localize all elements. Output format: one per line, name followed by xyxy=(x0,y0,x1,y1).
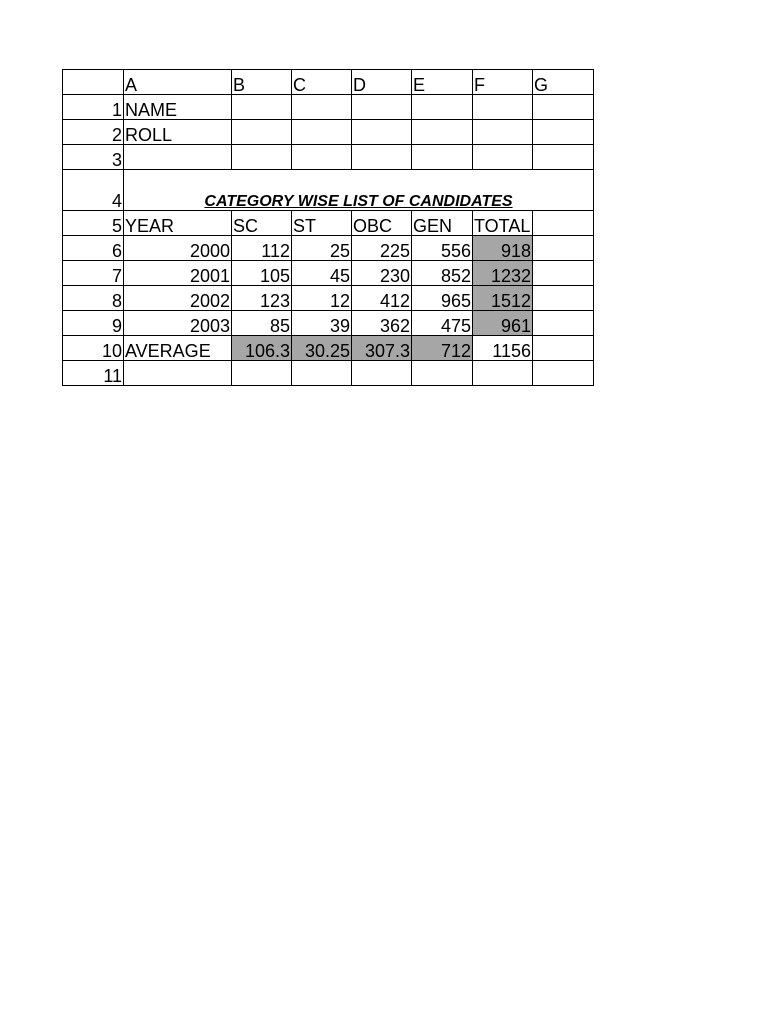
table-row xyxy=(63,361,594,386)
cell[interactable] xyxy=(533,361,594,386)
row-number[interactable]: 11 xyxy=(63,361,124,386)
row-number[interactable]: 2 xyxy=(63,120,124,145)
obc-cell[interactable]: 230 xyxy=(352,261,412,286)
header-sc[interactable]: SC xyxy=(232,211,292,236)
cell[interactable] xyxy=(232,95,292,120)
cell[interactable] xyxy=(533,261,594,286)
cell[interactable] xyxy=(533,286,594,311)
sheet-title[interactable]: CATEGORY WISE LIST OF CANDIDATES xyxy=(124,170,594,211)
corner-cell[interactable] xyxy=(63,70,124,95)
column-header-d[interactable]: D xyxy=(352,70,412,95)
cell[interactable] xyxy=(352,120,412,145)
obc-cell[interactable]: 362 xyxy=(352,311,412,336)
table-row xyxy=(63,95,594,120)
row-number[interactable]: 7 xyxy=(63,261,124,286)
cell[interactable] xyxy=(412,95,473,120)
cell[interactable] xyxy=(533,311,594,336)
column-header-a[interactable]: A xyxy=(124,70,232,95)
average-sc-cell[interactable]: 106.3 xyxy=(232,336,292,361)
cell[interactable] xyxy=(232,120,292,145)
header-total[interactable] xyxy=(473,211,533,236)
column-header-f[interactable]: F xyxy=(473,70,533,95)
roll-label-cell[interactable]: ROLL xyxy=(124,120,232,145)
column-header-row xyxy=(63,70,594,95)
gen-cell[interactable]: 965 xyxy=(412,286,473,311)
cell[interactable] xyxy=(292,361,352,386)
cell[interactable] xyxy=(473,120,533,145)
table-row xyxy=(63,236,594,261)
year-cell[interactable]: 2001 xyxy=(124,261,232,286)
average-obc-cell[interactable]: 307.3 xyxy=(352,336,412,361)
year-cell[interactable]: 2000 xyxy=(124,236,232,261)
name-label-cell[interactable]: NAME xyxy=(124,95,232,120)
row-number[interactable]: 5 xyxy=(63,211,124,236)
cell[interactable] xyxy=(533,95,594,120)
st-cell[interactable]: 39 xyxy=(292,311,352,336)
cell[interactable] xyxy=(124,145,232,170)
header-total-label: TOTAL xyxy=(474,216,531,236)
year-cell[interactable]: 2003 xyxy=(124,311,232,336)
cell[interactable] xyxy=(352,95,412,120)
cell[interactable] xyxy=(232,361,292,386)
row-number[interactable]: 9 xyxy=(63,311,124,336)
cell[interactable] xyxy=(352,145,412,170)
table-row xyxy=(63,211,594,236)
cell[interactable] xyxy=(292,145,352,170)
table-row xyxy=(63,145,594,170)
obc-cell[interactable]: 225 xyxy=(352,236,412,261)
table-row xyxy=(63,311,594,336)
header-obc[interactable]: OBC xyxy=(352,211,412,236)
row-number[interactable]: 1 xyxy=(63,95,124,120)
row-number[interactable]: 10 xyxy=(63,336,124,361)
cell[interactable] xyxy=(473,145,533,170)
total-cell[interactable]: 1232 xyxy=(473,261,533,286)
column-header-e[interactable]: E xyxy=(412,70,473,95)
table-row xyxy=(63,120,594,145)
header-gen[interactable]: GEN xyxy=(412,211,473,236)
cell[interactable] xyxy=(533,336,594,361)
table-row xyxy=(63,261,594,286)
header-st[interactable]: ST xyxy=(292,211,352,236)
cell[interactable] xyxy=(292,120,352,145)
sc-cell[interactable]: 105 xyxy=(232,261,292,286)
cell[interactable] xyxy=(412,145,473,170)
st-cell[interactable]: 45 xyxy=(292,261,352,286)
sc-cell[interactable]: 85 xyxy=(232,311,292,336)
total-cell[interactable]: 1512 xyxy=(473,286,533,311)
sc-cell[interactable]: 112 xyxy=(232,236,292,261)
st-cell[interactable]: 12 xyxy=(292,286,352,311)
average-label-cell[interactable]: AVERAGE xyxy=(124,336,232,361)
table-row xyxy=(63,286,594,311)
gen-cell[interactable]: 852 xyxy=(412,261,473,286)
total-cell[interactable]: 961 xyxy=(473,311,533,336)
header-year[interactable]: YEAR xyxy=(124,211,232,236)
st-cell[interactable]: 25 xyxy=(292,236,352,261)
column-header-c[interactable]: C xyxy=(292,70,352,95)
cell[interactable] xyxy=(292,95,352,120)
total-cell[interactable]: 918 xyxy=(473,236,533,261)
row-number[interactable]: 3 xyxy=(63,145,124,170)
average-st-cell[interactable]: 30.25 xyxy=(292,336,352,361)
column-header-b[interactable]: B xyxy=(232,70,292,95)
cell[interactable] xyxy=(533,120,594,145)
spreadsheet-grid xyxy=(62,69,594,386)
row-number[interactable]: 8 xyxy=(63,286,124,311)
cell[interactable] xyxy=(473,361,533,386)
cell[interactable] xyxy=(533,145,594,170)
cell[interactable] xyxy=(533,211,594,236)
year-cell[interactable]: 2002 xyxy=(124,286,232,311)
row-number[interactable]: 6 xyxy=(63,236,124,261)
average-total-cell[interactable]: 1156 xyxy=(473,336,533,361)
cell[interactable] xyxy=(352,361,412,386)
obc-cell[interactable]: 412 xyxy=(352,286,412,311)
gen-cell[interactable]: 475 xyxy=(412,311,473,336)
cell[interactable] xyxy=(533,236,594,261)
average-gen-cell[interactable]: 712 xyxy=(412,336,473,361)
cell[interactable] xyxy=(124,361,232,386)
table-row xyxy=(63,336,594,361)
sc-cell[interactable]: 123 xyxy=(232,286,292,311)
cell[interactable] xyxy=(412,361,473,386)
table-row xyxy=(63,170,594,211)
column-header-g[interactable]: G xyxy=(533,70,594,95)
row-number[interactable]: 4 xyxy=(63,170,124,211)
cell[interactable] xyxy=(232,145,292,170)
gen-cell[interactable]: 556 xyxy=(412,236,473,261)
cell[interactable] xyxy=(412,120,473,145)
cell[interactable] xyxy=(473,95,533,120)
